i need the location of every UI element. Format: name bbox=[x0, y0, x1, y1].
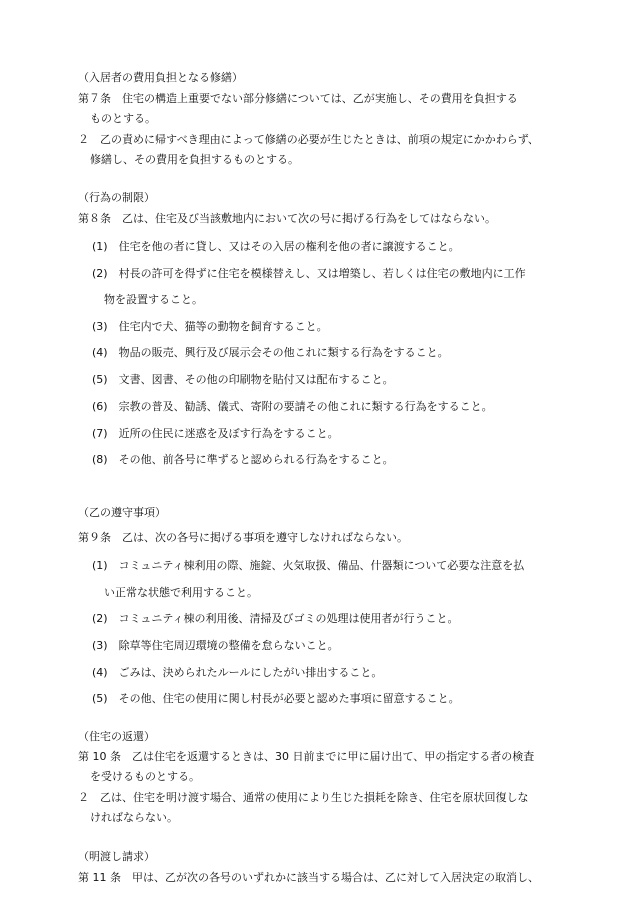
list-item: (7) 近所の住民に迷惑を及ぼす行為をすること。 bbox=[92, 427, 339, 440]
article-7-continuation: ものとする。 bbox=[90, 112, 156, 125]
list-item: (3) 住宅内で犬、猫等の動物を飼育すること。 bbox=[92, 320, 328, 333]
list-item: (1) コミュニティ棟利用の際、施錠、火気取扱、備品、什器類について必要な注意を払 bbox=[92, 559, 525, 572]
article-10-continuation: を受けるものとする。 bbox=[90, 770, 200, 783]
section-heading: （行為の制限） bbox=[78, 191, 155, 204]
section-heading: （入居者の費用負担となる修繕） bbox=[78, 71, 243, 84]
list-item: (5) その他、住宅の使用に関し村長が必要と認めた事項に留意すること。 bbox=[92, 692, 460, 705]
section-heading: （明渡し請求） bbox=[78, 850, 155, 863]
article-10-line: 第 10 条 乙は住宅を返還するときは、30 日前までに甲に届け出て、甲の指定する者の検査 bbox=[78, 750, 535, 763]
section-heading: （住宅の返還） bbox=[78, 730, 155, 743]
list-item: (1) 住宅を他の者に貸し、又はその入居の権利を他の者に譲渡すること。 bbox=[92, 240, 460, 253]
article-10-paragraph-2: ２ 乙は、住宅を明け渡す場合、通常の使用により生じた損耗を除き、住宅を原状回復しな bbox=[78, 791, 529, 804]
article-8-line: 第８条 乙は、住宅及び当該敷地内において次の号に掲げる行為をしてはならない。 bbox=[78, 212, 496, 225]
article-10-paragraph-2-continuation: ければならない。 bbox=[90, 811, 178, 824]
list-item-continuation: い正常な状態で利用すること。 bbox=[104, 586, 258, 599]
list-item: (2) コミュニティ棟の利用後、清掃及びゴミの処理は使用者が行うこと。 bbox=[92, 612, 459, 625]
list-item: (4) 物品の販売、興行及び展示会その他これに類する行為をすること。 bbox=[92, 346, 449, 359]
article-9-line: 第９条 乙は、次の各号に掲げる事項を遵守しなければならない。 bbox=[78, 531, 408, 544]
article-7-paragraph-2-continuation: 修繕し、その費用を負担するものとする。 bbox=[90, 153, 299, 166]
section-heading: （乙の遵守事項） bbox=[78, 506, 166, 519]
list-item: (6) 宗教の普及、勧誘、儀式、寄附の要請その他これに類する行為をすること。 bbox=[92, 400, 493, 413]
list-item: (3) 除草等住宅周辺環境の整備を怠らないこと。 bbox=[92, 639, 339, 652]
article-7-paragraph-2: ２ 乙の責めに帰すべき理由によって修繕の必要が生じたときは、前項の規定にかかわらず、 bbox=[78, 133, 539, 146]
list-item: (5) 文書、図書、その他の印刷物を貼付又は配布すること。 bbox=[92, 373, 394, 386]
list-item: (8) その他、前各号に準ずると認められる行為をすること。 bbox=[92, 453, 394, 466]
list-item-continuation: 物を設置すること。 bbox=[104, 293, 203, 306]
list-item: (2) 村長の許可を得ずに住宅を模様替えし、又は増築し、若しくは住宅の敷地内に工作 bbox=[92, 267, 526, 280]
article-7-line: 第７条 住宅の構造上重要でない部分修繕については、乙が実施し、その費用を負担する bbox=[78, 92, 518, 105]
article-11-line: 第 11 条 甲は、乙が次の各号のいずれかに該当する場合は、乙に対して入居決定の取消し、 bbox=[78, 871, 539, 884]
list-item: (4) ごみは、決められたルールにしたがい排出すること。 bbox=[92, 666, 383, 679]
